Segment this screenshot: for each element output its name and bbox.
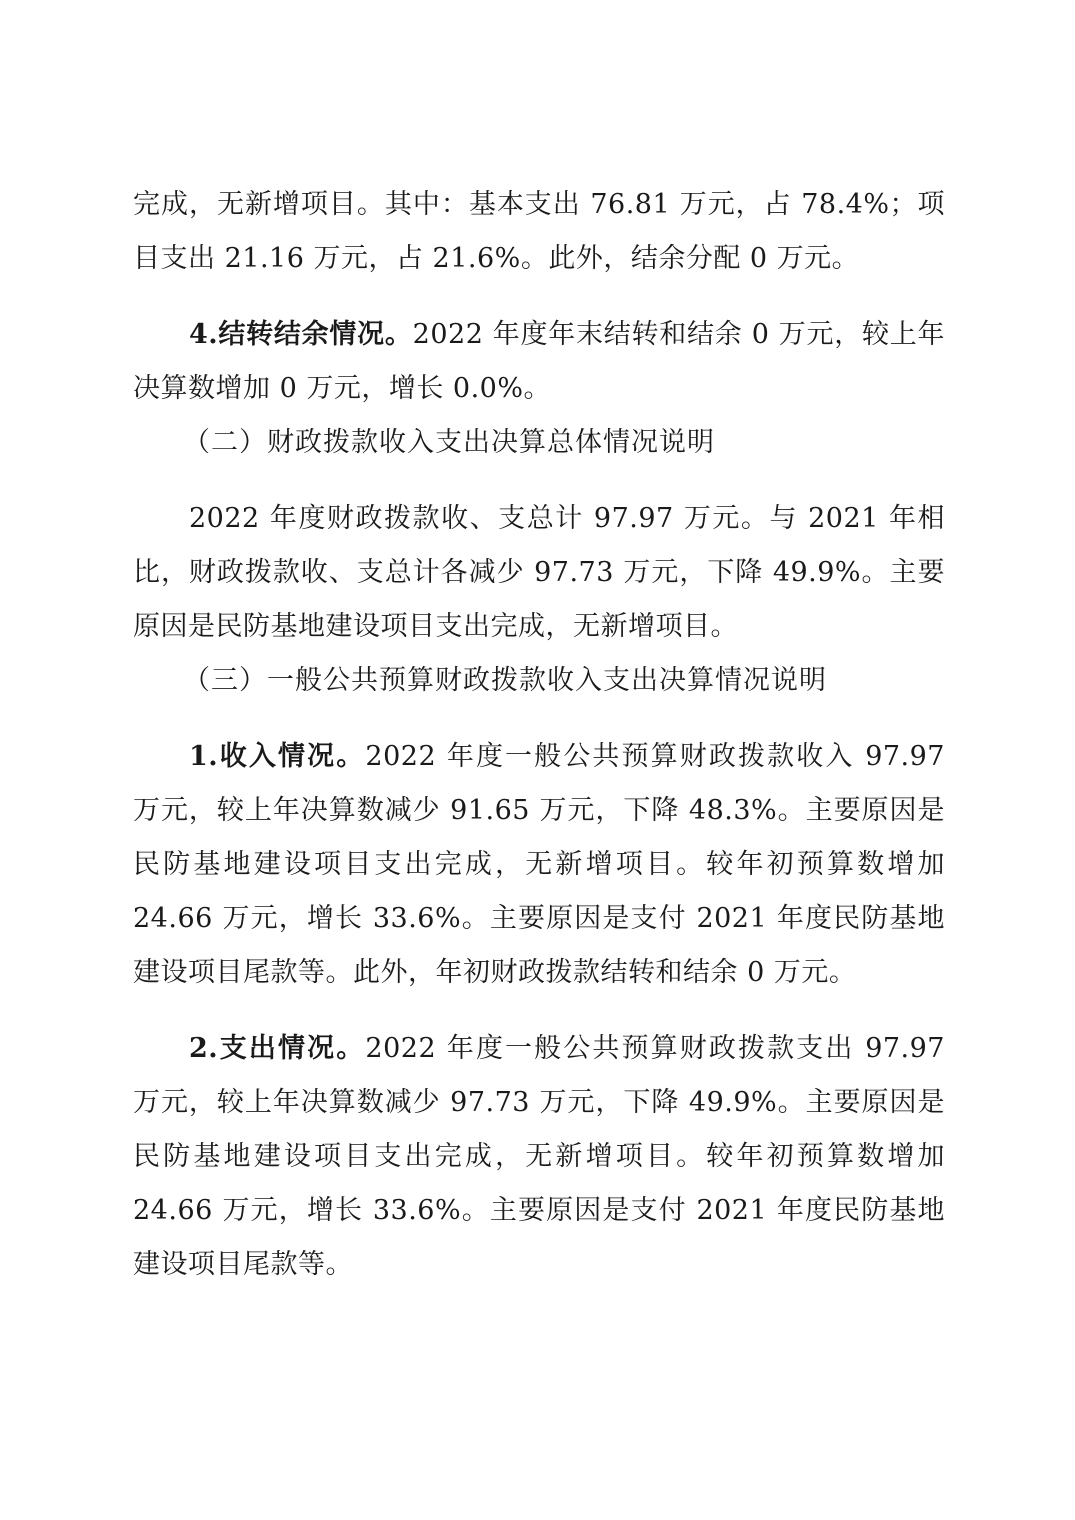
document-page [133, 178, 945, 1292]
section-heading-2: （二）财政拨款收入支出决算总体情况说明 [183, 427, 715, 458]
paragraph-expenditure [133, 1022, 945, 1292]
paragraph-expenditure-continuation: 完成，无新增项目。其中：基本支出 76.81 万元，占 78.4%；项目支出 21.16 万元，占 21.6%。此外，结余分配 0 万元。 [133, 189, 945, 274]
paragraph-text-expenditure: 2022 年度一般公共预算财政拨款支出 97.97 万元，较上年决算数减少 97.73 万元，下降 49.9%。主要原因是民防基地建设项目支出完成，无新增项目。较年初预算数增加 24.66 万元，增长 33.6%。主要原因是支付 2021 年度民防基地建设项目尾款等。 [133, 1033, 945, 1280]
paragraph-lead-expenditure: 2.支出情况。 [189, 1033, 366, 1064]
paragraph-lead-carryover: 4.结转结余情况。 [189, 319, 413, 350]
paragraph-fiscal-overall: 2022 年度财政拨款收、支总计 97.97 万元。与 2021 年相比，财政拨款收、支总计各减少 97.73 万元，下降 49.9%。主要原因是民防基地建设项目支出完成，无新增项目。 [133, 503, 945, 642]
paragraph-income [133, 730, 945, 1000]
paragraph-carryover-balance [133, 308, 945, 416]
paragraph-text-income: 2022 年度一般公共预算财政拨款收入 97.97 万元，较上年决算数减少 91.65 万元，下降 48.3%。主要原因是民防基地建设项目支出完成，无新增项目。较年初预算数增加 24.66 万元，增长 33.6%。主要原因是支付 2021 年度民防基地建设项目尾款等。此外，年初财政拨款结转和结余 0 万元。 [133, 741, 945, 988]
paragraph-lead-income: 1.收入情况。 [189, 741, 366, 772]
section-heading-3: （三）一般公共预算财政拨款收入支出决算情况说明 [183, 665, 827, 696]
paragraph-text-carryover: 2022 年度年末结转和结余 0 万元，较上年决算数增加 0 万元，增长 0.0%。 [133, 319, 946, 404]
